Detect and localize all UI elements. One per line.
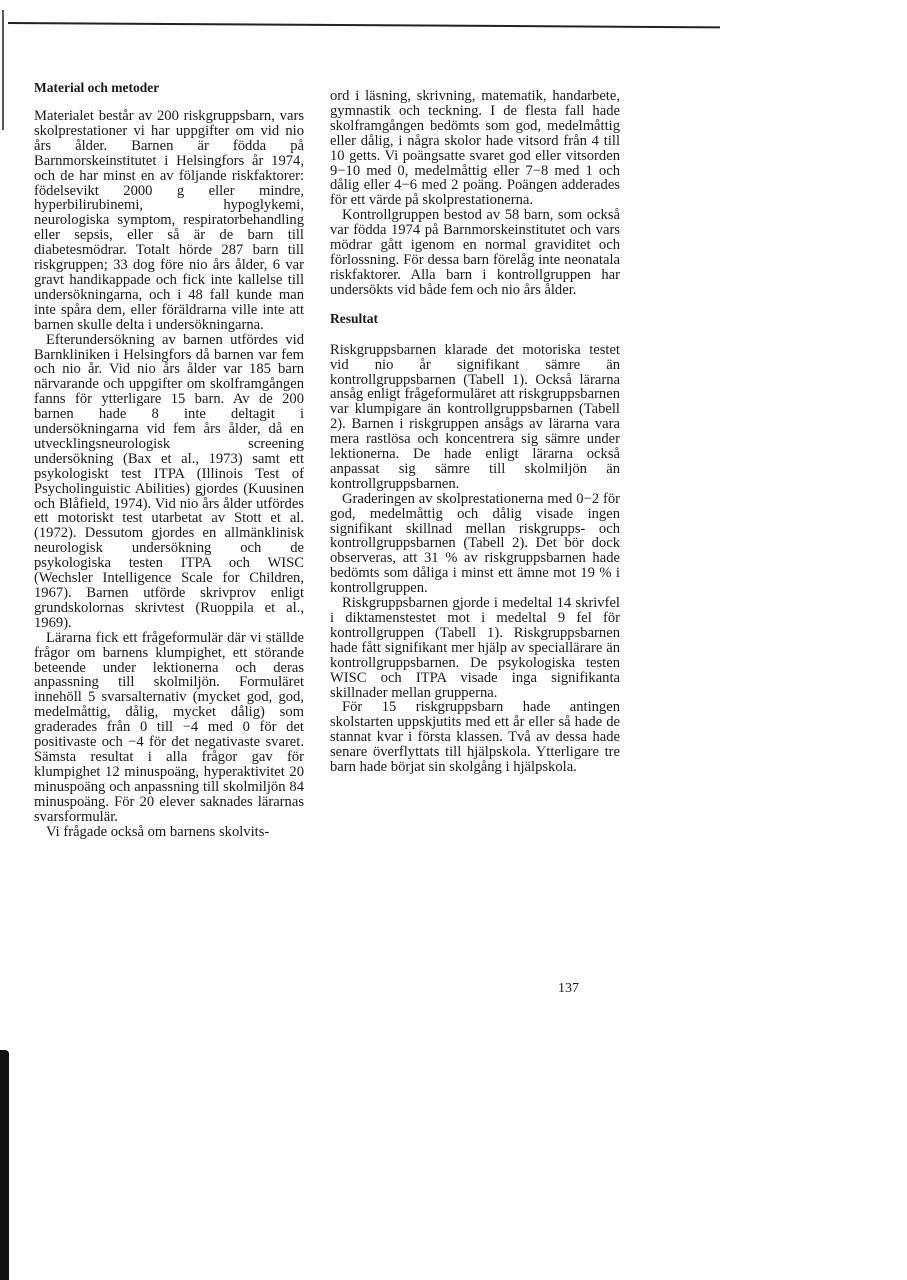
page-number: 137 [558,981,579,996]
paragraph: ord i läsning, skrivning, matematik, handarbete, gymnastik och teckning. I de flesta fall hade skolframgången bedömts som god, medelmåttig eller dålig, i några skolor hade vitsord från 4 till 10 getts. Vi poängsatte svaret god eller vitsorden 9−10 med 0, medelmåttig eller 7−8 med 1 och dålig eller 4−6 med 2 poäng. Poängen adderades för ett värde på skolprestationerna. [330,88,620,209]
top-rule [8,22,720,28]
section-heading-resultat: Resultat [330,310,378,326]
paragraph: Efterundersökning av barnen utfördes vid Barnkliniken i Helsingfors då barnen var fem och nio år. Vid nio års ålder var 185 barn närvarande och uppgifter om skolframgången fanns för ytterligare 15 barn. Av de 200 barnen hade 8 inte deltagit i undersökningarna vid fem års ålder, då en utvecklingsneurologisk screening undersökning (Bax et al., 1973) samt ett psykologiskt test ITPA (Illinois Test of Psycholinguistic Abilities) gjordes (Kuusinen och Blåfield, 1974). Vid nio års ålder utfördes ett motoriskt test utarbetat av Stott et al. (1972). Dessutom gjordes en allmänklinisk neurologisk undersökning och de psykologiska testen ITPA och WISC (Wechsler Intelligence Scale for Children, 1967). Barnen utförde skrivprov enligt grundskolornas skrivtest (Ruoppila et al., 1969). [34,331,304,631]
paragraph: Kontrollgruppen bestod av 58 barn, som också var födda 1974 på Barnmorskeinstitutet och vars mödrar gått igenom en normal graviditet och förlossning. För dessa barn förelåg inte neonatala riskfaktorer. Alla barn i kontrollgruppen har undersökts vid både fem och nio års ålder. [330,207,620,298]
paragraph: Riskgruppsbarnen klarade det motoriska testet vid nio år signifikant sämre än kontrollgruppsbarnen (Tabell 1). Också lärarna ansåg enligt frågeformuläret att riskgruppsbarnen var klumpigare än kontrollgruppsbarnen (Tabell 2). Barnen i riskgruppen ansågs av lärarna vara mera rastlösa och koncentrera sig sämre under lektionerna. De hade enligt lärarna också anpassat sig sämre till skolmiljön än kontrollgruppsbarnen. [330,341,620,492]
paragraph: För 15 riskgruppsbarn hade antingen skolstarten uppskjutits med ett år eller så hade de stannat kvar i första klassen. Två av dessa hade senare överflyttats till hjälpskola. Ytterligare tre barn hade börjat sin skolgång i hjälpskola. [330,699,620,776]
paragraph: Riskgruppsbarnen gjorde i medeltal 14 skrivfel i diktamenstestet mot i medeltal 9 fel för kontrollgruppen (Tabell 1). Riskgruppsbarnen hade fått signifikant mer hjälp av speciallärare än kontrollgruppsbarnen. De psykologiska testen WISC och ITPA visade inga signifikanta skillnader mellan grupperna. [330,595,620,701]
section-heading-material: Material och metoder [34,80,160,95]
left-column [34,80,304,839]
paragraph: Lärarna fick ett frågeformulär där vi ställde frågor om barnens klumpighet, ett störande beteende under lektionerna och deras anpassning till skolmiljön. Formuläret innehöll 5 svarsalternativ (mycket god, god, medelmåttig, dålig, mycket dålig) som graderades från 0 till −4 med 0 för det positivaste och −4 för det negativaste svaret. Sämsta resultat i alla frågor gav för klumpighet 12 minuspoäng, hyperaktivitet 20 minuspoäng och anpassning till skolmiljön 84 minuspoäng. För 20 elever saknades lärarnas svarsformulär. [34,629,304,825]
paragraph: Materialet består av 200 riskgruppsbarn, vars skolprestationer vi har uppgifter om vid nio års ålder. Barnen är födda på Barnmorskeinstitutet i Helsingfors år 1974, och de har minst en av följande riskfaktorer: födelsevikt 2000 g eller mindre, hyperbilirubinemi, hypoglykemi, neurologiska symptom, respiratorbehandling eller sepsis, eller så är de barn till diabetesmödrar. Totalt hörde 287 barn till riskgruppen; 33 dog före nio års ålder, 6 var gravt handikappade och fick inte kallelse till undersökningarna, och i 48 fall kunde man inte spåra dem, eller föräldrarna ville inte att barnen skulle delta i undersökningarna. [34,108,304,333]
paragraph: Vi frågade också om barnens skolvits- [46,823,270,840]
scan-binding-shadow [0,1050,9,1280]
scan-left-edge [2,10,4,130]
right-column [330,89,620,775]
paragraph: Graderingen av skolprestationerna med 0−2 för god, medelmåttig och dålig visade ingen signifikant skillnad mellan riskgrupps- och kontrollgruppsbarnen (Tabell 2). Det bör dock observeras, att 31 % av riskgruppsbarnen hade bedömts som dåliga i minst ett ämne mot 19 % i kontrollgruppen. [330,490,620,597]
